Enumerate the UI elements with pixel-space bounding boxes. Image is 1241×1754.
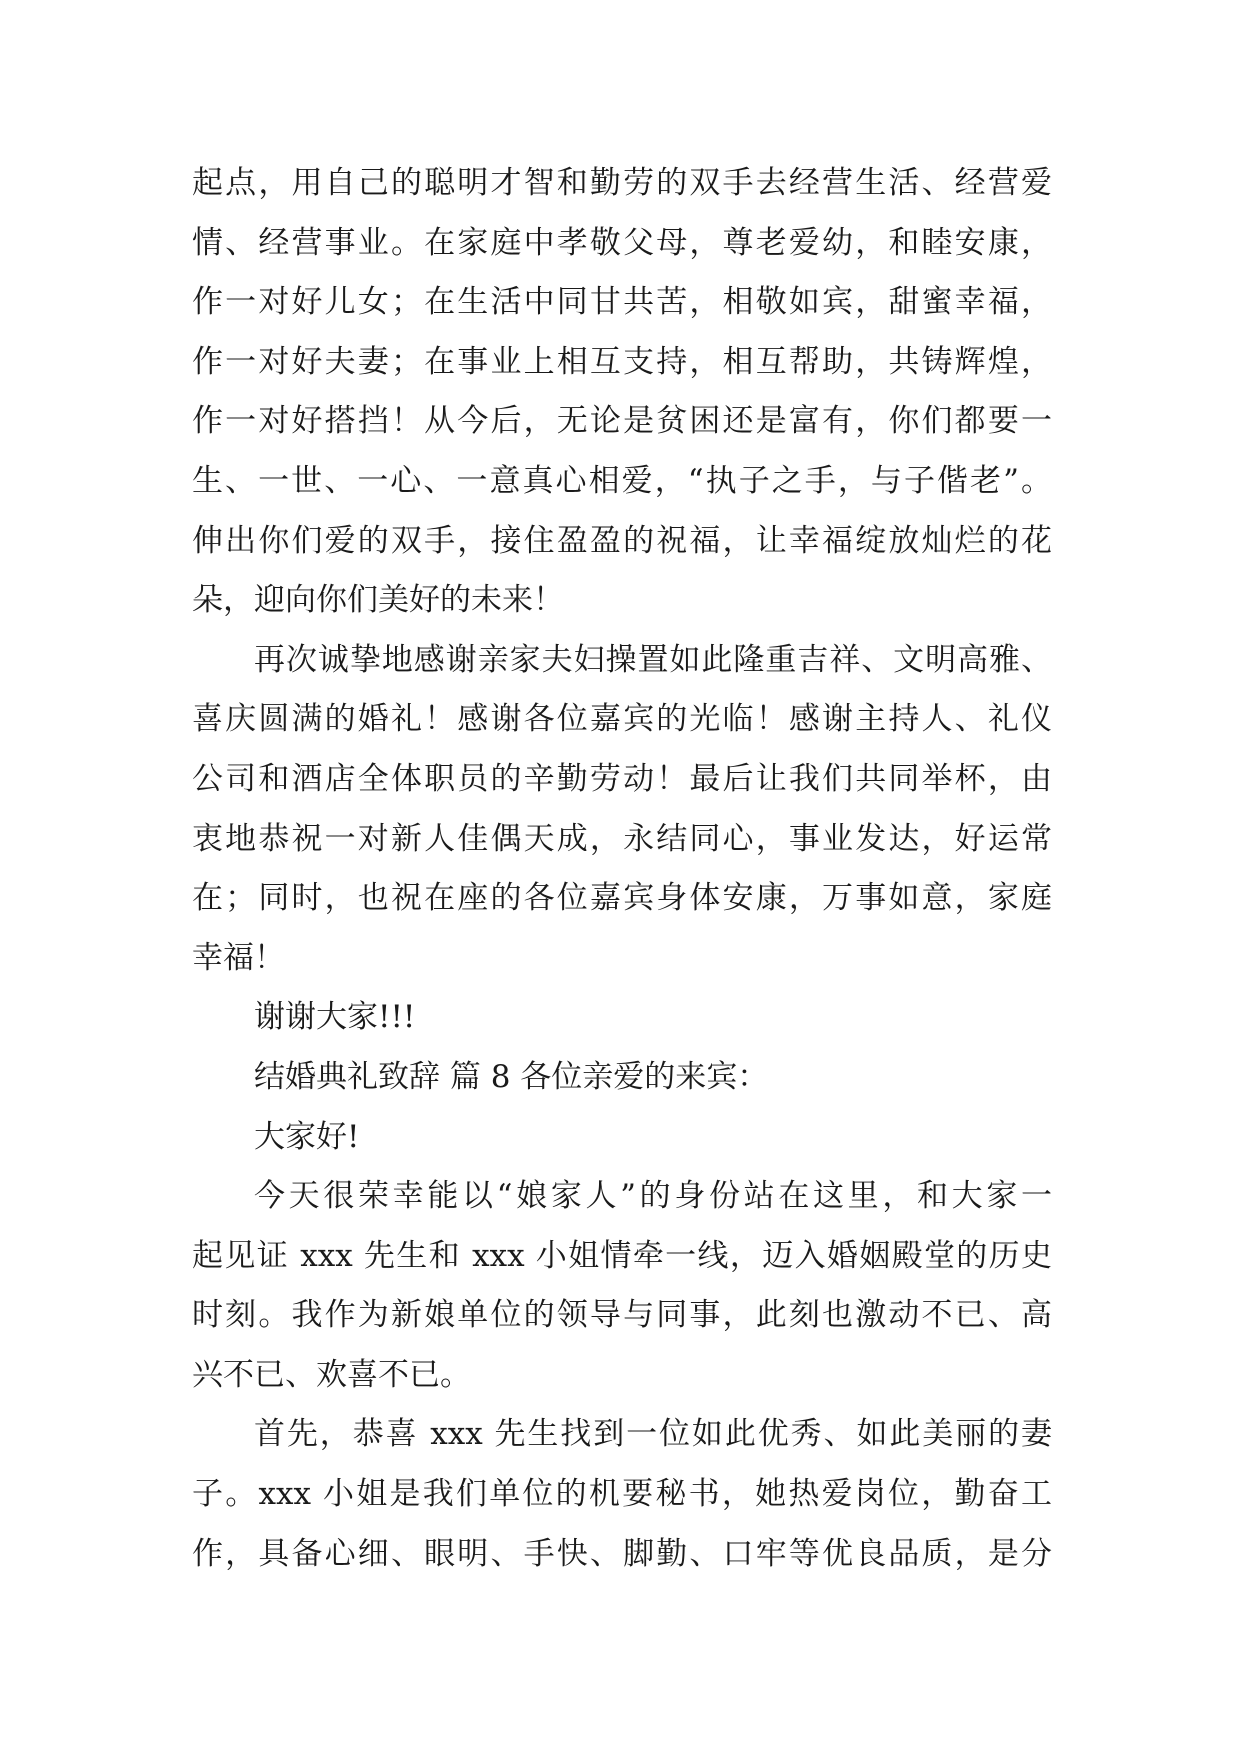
text-line: 再次诚挚地感谢亲家夫妇操置如此隆重吉祥、文明高雅、 [254,641,1052,678]
document-body [192,154,1052,1584]
text-line: 作一对好儿女；在生活中同甘共苦，相敬如宾，甜蜜幸福， [192,284,1052,321]
text-line: 作一对好搭挡！从今后，无论是贫困还是富有，你们都要一 [192,403,1052,440]
text-line: 作，具备心细、眼明、手快、脚勤、口牢等优良品质，是分 [192,1535,1052,1572]
text-line: 情、经营事业。在家庭中孝敬父母，尊老爱幼，和睦安康， [192,224,1052,261]
text-line: 起见证 xxx 先生和 xxx 小姐情牵一线，迈入婚姻殿堂的历史 [192,1237,1052,1274]
text-line: 谢谢大家!!! [254,999,416,1036]
text-line: 伸出你们爱的双手，接住盈盈的祝福，让幸福绽放灿烂的花 [192,522,1052,559]
text-line: 今天很荣幸能以“娘家人”的身份站在这里，和大家一 [254,1178,1052,1215]
text-line: 衷地恭祝一对新人佳偶天成，永结同心，事业发达，好运常 [192,820,1052,857]
text-line: 幸福！ [192,939,285,976]
text-line: 时刻。我作为新娘单位的领导与同事，此刻也激动不已、高 [192,1297,1052,1334]
text-line: 子。xxx 小姐是我们单位的机要秘书，她热爱岗位，勤奋工 [192,1476,1052,1513]
text-line: 兴不已、欢喜不已。 [192,1356,471,1393]
text-line: 公司和酒店全体职员的辛勤劳动！最后让我们共同举杯，由 [192,760,1052,797]
heading-line: 结婚典礼致辞 篇 8 各位亲爱的来宾： [254,1058,769,1095]
text-line: 起点，用自己的聪明才智和勤劳的双手去经营生活、经营爱 [192,165,1052,201]
text-line: 朵，迎向你们美好的未来！ [192,582,564,619]
text-line: 首先，恭喜 xxx 先生找到一位如此优秀、如此美丽的妻 [254,1416,1052,1453]
greeting-line: 大家好! [254,1118,360,1155]
text-line: 在；同时，也祝在座的各位嘉宾身体安康，万事如意，家庭 [192,880,1052,917]
text-line: 喜庆圆满的婚礼！感谢各位嘉宾的光临！感谢主持人、礼仪 [192,701,1052,738]
text-line: 作一对好夫妻；在事业上相互支持，相互帮助，共铸辉煌， [192,343,1052,380]
text-line: 生、一世、一心、一意真心相爱，“执子之手，与子偕老”。 [192,462,1052,499]
